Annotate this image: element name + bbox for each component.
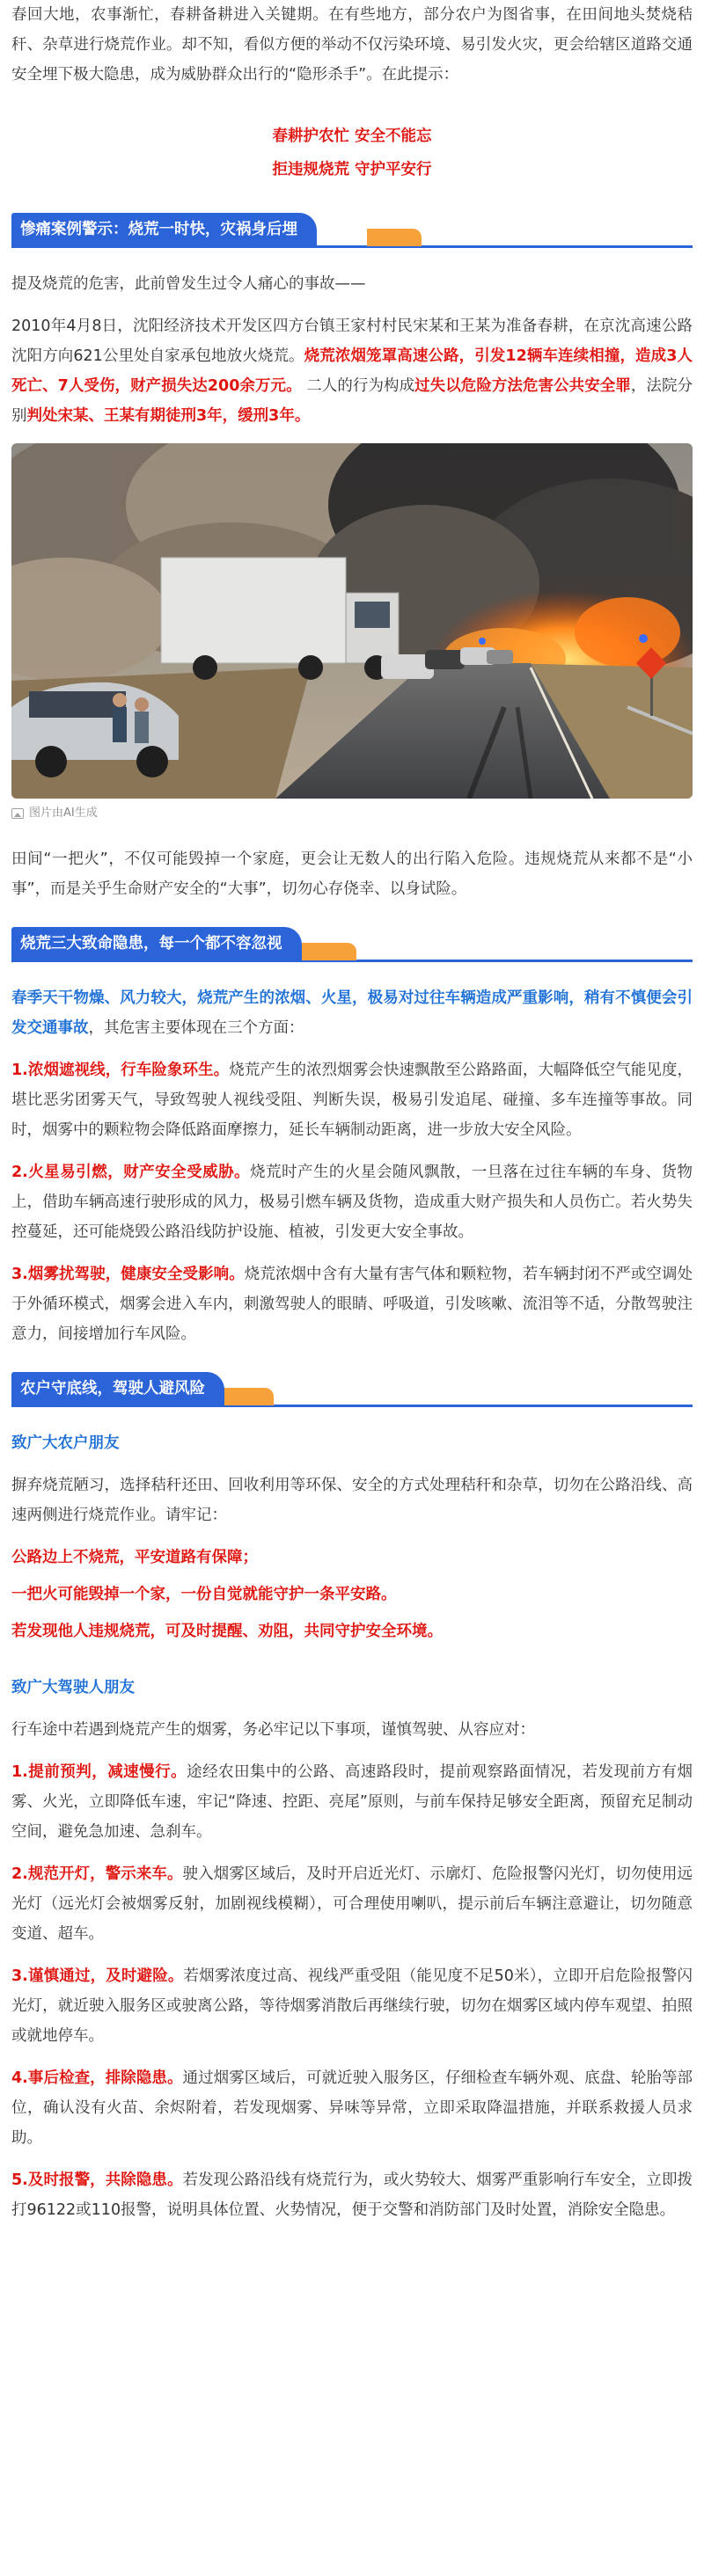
section-title-advice: 农户守底线，驾驶人避风险	[11, 1372, 224, 1405]
section-header-case	[11, 206, 693, 253]
slogans	[11, 120, 693, 186]
driver-item-body: 驶入烟雾区域后，及时开启近光灯、示廓灯、危险报警闪光灯，切勿使用远光灯（远光灯会被烟雾反射，加剧视线模糊），可合理使用喇叭，提示前后车辆注意避让，切勿随意变道、超车。	[11, 1865, 693, 1943]
hazard-item-3	[11, 1259, 693, 1349]
driver-item-head: 2.规范开灯，警示来车。	[11, 1865, 183, 1883]
drivers-paragraph: 行车途中若遇到烧荒产生的烟雾，务必牢记以下事项，谨慎驾驶、从容应对：	[11, 1721, 535, 1739]
driver-item-head: 1.提前预判，减速慢行。	[11, 1763, 187, 1781]
case-highlight-3: 判处宋某、王某有期徒刑3年，缓刑3年。	[26, 407, 311, 425]
hazard-item-body: 烧荒浓烟中含有大量有害气体和颗粒物，若车辆封闭不严或空调处于外循环模式，烟雾会进入车内，刺激驾驶人的眼睛、呼吸道，引发咳嗽、流泪等不适，分散驾驶注意力，间接增加行车风险。	[11, 1266, 693, 1343]
hazard-item-head: 2.火星易引燃，财产安全受威胁。	[11, 1164, 251, 1181]
driver-item-3	[11, 1961, 693, 2051]
section-title-case: 惨痛案例警示：烧荒一时快，灾祸身后埋	[11, 213, 317, 246]
case-text-1: 2010年4月8日，沈阳经济技术开发区四方台镇王家村村民宋某和王某为准备春耕，在京沈高速公路沈阳方向621公里处自家承包地放火烧荒。	[11, 317, 693, 365]
slogan-2: 拒违规烧荒 守护平安行	[272, 161, 432, 179]
slogan-1: 春耕护农忙 安全不能忘	[272, 128, 432, 145]
hazard-item-1	[11, 1055, 693, 1145]
case-highlight-2: 过失以危险方法危害公共安全罪	[414, 377, 631, 395]
case-text-3: ，法院分别	[11, 377, 693, 425]
hazards-lead	[11, 983, 693, 1043]
farmers-subtitle: 致广大农户朋友	[11, 1434, 120, 1452]
driver-item-1	[11, 1757, 693, 1847]
case-highlight-1: 烧荒浓烟笼罩高速公路，引发12辆车连续相撞，造成3人死亡、7人受伤，财产损失达200余万元。	[11, 347, 693, 395]
hazard-item-2	[11, 1157, 693, 1247]
accident-photo	[11, 443, 693, 799]
section-title-tail	[367, 229, 422, 246]
driver-item-body: 若发现公路沿线有烧荒行为，或火势较大、烟雾严重影响行车安全，立即拨打96122或110报警，说明具体位置、火势情况，便于交警和消防部门及时处置，消除安全隐患。	[11, 2171, 693, 2219]
driver-item-5	[11, 2165, 693, 2225]
driver-item-head: 4.事后检查，排除隐患。	[11, 2069, 183, 2087]
hazard-item-head: 3.烟雾扰驾驶，健康安全受影响。	[11, 1266, 245, 1283]
case-paragraph	[11, 311, 693, 431]
driver-item-4	[11, 2063, 693, 2153]
driver-item-body: 若烟雾浓度过高、视线严重受阻（能见度不足50米），立即开启危险报警闪光灯，就近驶入服务区或驶离公路，等待烟雾消散后再继续行驶，切勿在烟雾区域内停车观望、拍照或就地停车。	[11, 1967, 693, 2045]
farmers-tip-2: 一把火可能毁掉一个家，一份自觉就能守护一条平安路。	[11, 1586, 397, 1603]
hazard-item-head: 1.浓烟遮视线，行车险象环生。	[11, 1062, 230, 1079]
driver-item-2	[11, 1859, 693, 1949]
section-header-advice	[11, 1365, 693, 1412]
section-header-hazards	[11, 920, 693, 967]
image-icon	[11, 808, 24, 819]
farmers-tip-1: 公路边上不烧荒，平安道路有保障；	[11, 1549, 258, 1566]
driver-item-body: 通过烟雾区域后，可就近驶入服务区，仔细检查车辆外观、底盘、轮胎等部位，确认没有火苗、余烬附着，若发现烟雾、异味等异常，立即采取降温措施，并联系救援人员求助。	[11, 2069, 693, 2147]
case-lead: 提及烧荒的危害，此前曾发生过令人痛心的事故——	[11, 275, 366, 293]
driver-item-head: 5.及时报警，共除隐患。	[11, 2171, 183, 2189]
case-text-2: 二人的行为构成	[301, 377, 415, 395]
hazards-lead-highlight: 春季天干物燥、风力较大，烧荒产生的浓烟、火星，极易对过往车辆造成严重影响，稍有不慎便会引发交通事故	[11, 989, 693, 1037]
farmers-tip-3: 若发现他人违规烧荒，可及时提醒、劝阻，共同守护安全环境。	[11, 1623, 443, 1640]
section-title-hazards: 烧荒三大致命隐患，每一个都不容忽视	[11, 927, 302, 960]
hazards-lead-text: ，其危害主要体现在三个方面：	[88, 1019, 304, 1037]
hazard-item-body: 烧荒时产生的火星会随风飘散，一旦落在过往车辆的车身、货物上，借助车辆高速行驶形成的风力，极易引燃车辆及货物，造成重大财产损失和人员伤亡。若火势失控蔓延，还可能烧毁公路沿线防护设施、植被，引发更大安全事故。	[11, 1164, 693, 1241]
farmers-paragraph: 摒弃烧荒陋习，选择秸秆还田、回收利用等环保、安全的方式处理秸秆和杂草，切勿在公路沿线、高速两侧进行烧荒作业。请牢记：	[11, 1477, 693, 1524]
drivers-subtitle: 致广大驾驶人朋友	[11, 1679, 135, 1697]
driver-item-head: 3.谨慎通过，及时避险。	[11, 1967, 184, 1985]
hazard-item-body: 烧荒产生的浓烈烟雾会快速飘散至公路路面，大幅降低空气能见度，堪比恶劣团雾天气，导致驾驶人视线受阻、判断失误，极易引发追尾、碰撞、多车连撞等事故。同时，烟雾中的颗粒物会降低路面摩擦力，延长车辆制动距离，进一步放大安全风险。	[11, 1062, 693, 1139]
image-caption-text: 图片由AI生成	[29, 806, 98, 820]
section-title-tail	[219, 1388, 274, 1405]
section-title-tail	[302, 943, 356, 960]
driver-item-body: 途经农田集中的公路、高速路段时，提前观察路面情况，若发现前方有烟雾、火光，立即降低车速，牢记“降速、控距、亮尾”原则，与前车保持足够安全距离，预留充足制动空间，避免急加速、急刹车。	[11, 1763, 693, 1841]
intro-paragraph: 春回大地，农事渐忙，春耕备耕进入关键期。在有些地方，部分农户为图省事，在田间地头焚烧秸秆、杂草进行烧荒作业。却不知，看似方便的举动不仅污染环境、易引发火灾，更会给辖区道路交通安全埋下极大隐患，成为威胁群众出行的“隐形杀手”。在此提示：	[11, 6, 693, 84]
image-caption	[11, 804, 693, 823]
accident-illustration	[11, 443, 693, 799]
case-conclusion: 田间“一把火”，不仅可能毁掉一个家庭，更会让无数人的出行陷入危险。违规烧荒从来都不是“小事”，而是关乎生命财产安全的“大事”，切勿心存侥幸、以身试险。	[11, 850, 693, 898]
